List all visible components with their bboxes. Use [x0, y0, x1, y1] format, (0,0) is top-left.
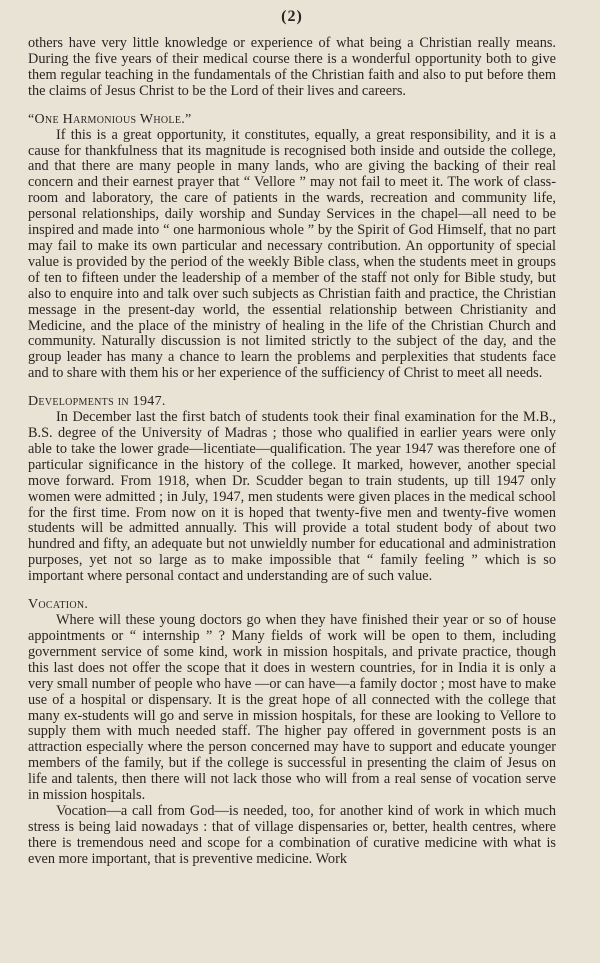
section-heading: Developments in 1947.	[28, 394, 166, 410]
section-heading: Vocation.	[28, 597, 89, 613]
body-paragraph: Where will these young doctors go when they have finished their year or so of house appointments or “ internship ” ? Many fields of work will be open to them, including government service of some kind, work in mission hospitals, and private practice, though this last does not offer the scope that it does in western countries, for in India it is only a very small number of people who have —or can have—a family doctor ; most have to make use of a hospital or dispensary. It is the great hope of all connected with the college that many ex-students will go and serve in mission hospitals, for these are looking to Vellore to supply them with much needed staff. The higher pay offered in government posts is an attraction especially where the person concerned may have to support and educate younger members of the family, but if the college is successful in presenting the claim of Jesus on life and talents, then there will not lack those who will from a real sense of vocation serve in mission hospitals.	[28, 612, 556, 804]
body-paragraph: Vocation—a call from God—is needed, too, for another kind of work in which much stress is being laid nowadays : that of village dispensaries or, better, health centres, where there is tremendous need and scope for a combination of curative medicine with what is even more important, that is preventive medicine. Work	[28, 802, 556, 867]
body-paragraph: If this is a great opportunity, it constitutes, equally, a great responsibility, and it is a cause for thankfulness that its magnitude is recognised both inside and outside the college, and that there are many people in many lands, who are giving the backing of their real concern and their earnest prayer that “ Vellore ” may not fail to meet it. The work of class-room and laboratory, the care of patients in the wards, recreation and community life, personal relationships, daily worship and Sunday Services in the chapel—all need to be inspired and made into “ one harmonious whole ” by the Spirit of God Himself, that no part may fail to make its own particular and necessary contribution. An opportunity of special value is provided by the period of the weekly Bible class, when the students meet in groups of ten to fifteen under the leadership of a member of the staff not only for Bible study, but also to enquire into and talk over such subjects as Christian faith and practice, the Christian message in the present-day world, the essential relationship between Christianity and Medicine, and the place of the ministry of healing in the life of the Christian Church and community. Naturally discussion is not limited strictly to the subject of the day, and the group leader has many a chance to learn the problems and perplexities that students face and to share with them his or her experience of the sufficiency of Christ to meet all needs.	[28, 126, 556, 382]
section-one-harmonious-whole	[28, 112, 556, 383]
section-vocation	[28, 597, 556, 868]
section-developments-1947	[28, 394, 556, 585]
section-heading: “One Harmonious Whole.”	[28, 111, 192, 127]
body-paragraph: In December last the first batch of students took their final examination for the M.B., B.S. degree of the University of Madras ; those who qualified in earlier years were only able to take the lower grade—licentiate—qualification. The year 1947 was therefore one of particular significance in the history of the college. It marked, however, another special move forward. From 1918, when Dr. Scudder began to train students, up till 1947 only women were admitted ; in July, 1947, men students were given places in the medical school for the first time. From now on it is hoped that twenty-five men and twenty-five women students will be admitted annually. This will provide a total student body of about two hundred and fifty, an adequate but not unwieldly number for educational and administration purposes, yet not so large as to make impossible that “ family feeling ” which is so important where personal contact and understanding are of such value.	[28, 409, 556, 585]
intro-paragraph: others have very little knowledge or experience of what being a Christian really means. During the five years of their medical course there is a wonderful opportunity both to give them regular teaching in the fundamentals of the Christian faith and also to put before them the claims of Jesus Christ to be the Lord of their lives and careers.	[28, 35, 556, 99]
page-number: (2)	[281, 8, 303, 25]
